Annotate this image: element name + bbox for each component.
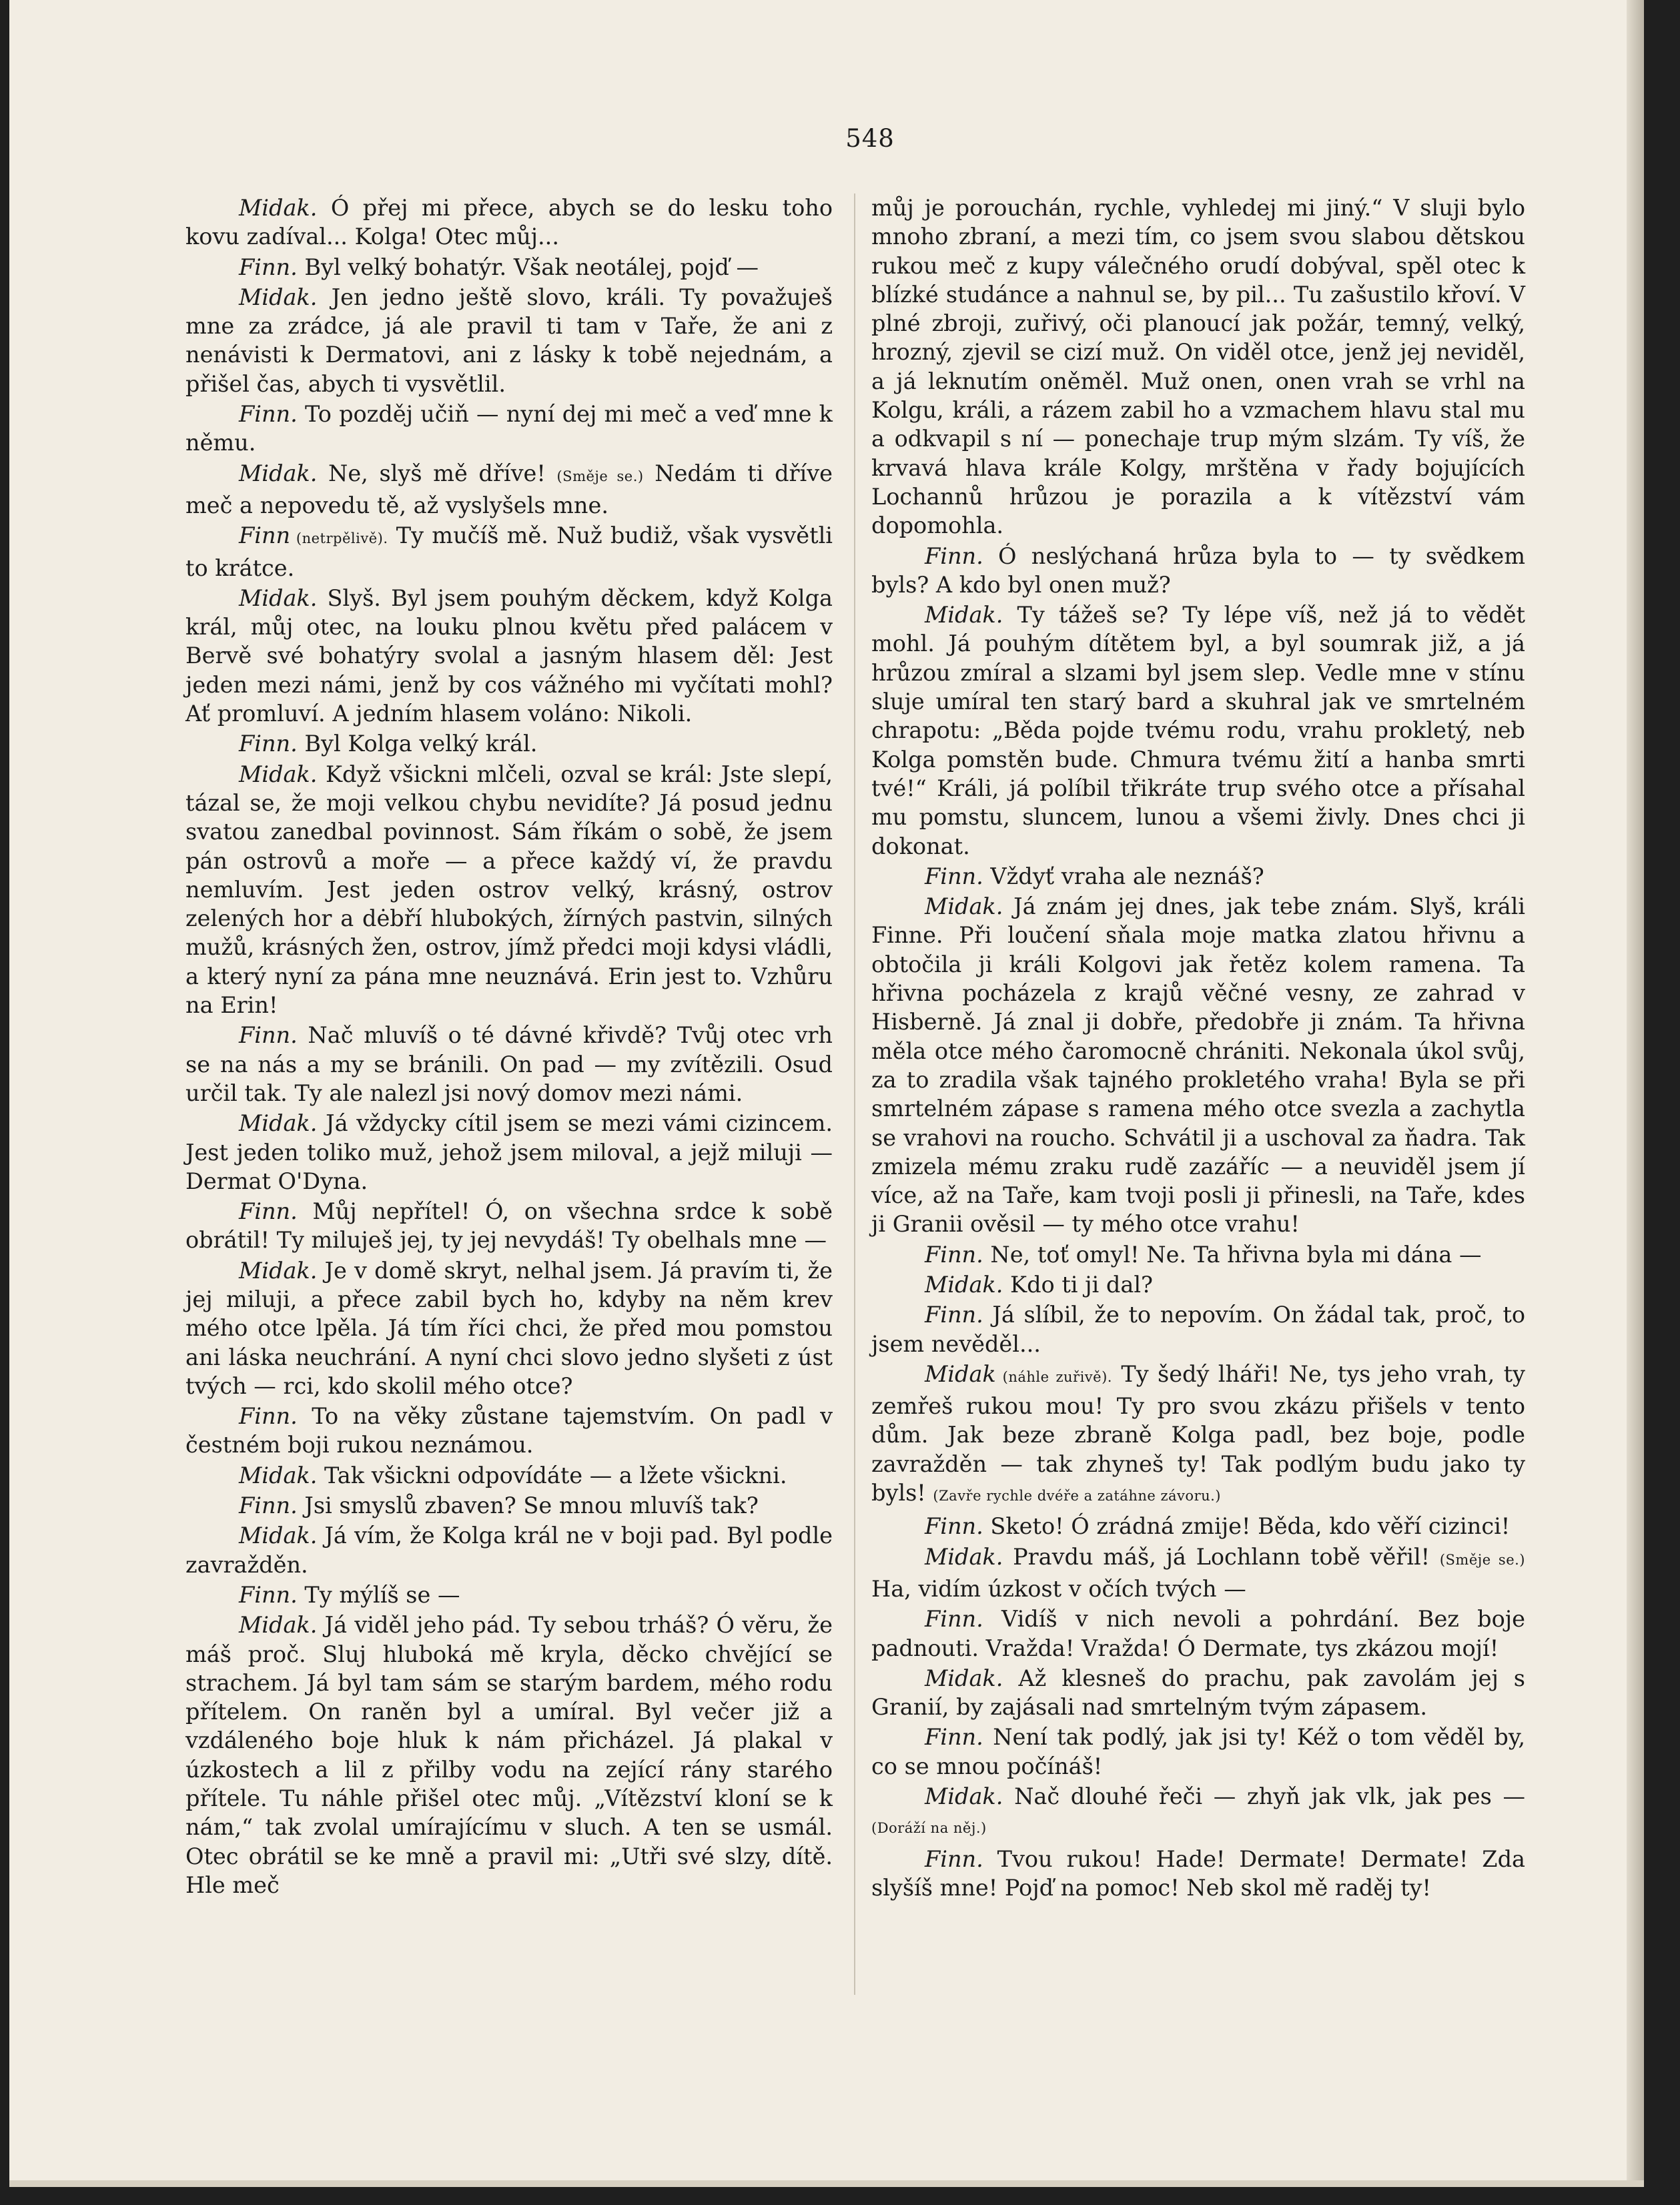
dialogue-paragraph bbox=[871, 1270, 1525, 1299]
speaker-name: Finn. bbox=[925, 863, 983, 889]
dialogue-text: Nač mluvíš o té dávné křivdě? Tvůj otec vrh se na nás a my se bránili. On pad — my zvítězili. Osud určil tak. Ty ale nalezl jsi nový domov mezi námi. bbox=[185, 1022, 833, 1106]
left-column bbox=[185, 193, 833, 1901]
dialogue-paragraph bbox=[185, 193, 833, 252]
dialogue-text: Ty mýlíš se — bbox=[297, 1581, 460, 1608]
page-bottom-edge bbox=[9, 2180, 1644, 2187]
dialogue-paragraph bbox=[185, 760, 833, 1020]
dialogue-paragraph bbox=[185, 459, 833, 520]
dialogue-paragraph bbox=[185, 1611, 833, 1899]
dialogue-paragraph bbox=[185, 1402, 833, 1460]
dialogue-text: Je v domě skryt, nelhal jsem. Já pravím ti, že jej miluji, a přece zabil bych ho, kdyby na něm krev mého otce lpěla. Já tím říci chci, že před mou pomstou ani láska neuchrání. A nyní chci slovo jedno slyšeti z úst tvých — rci, kdo skolil mého otce? bbox=[185, 1257, 833, 1399]
dialogue-text: Až klesneš do prachu, pak zavolám jej s Granií, by zajásali nad smrtelným tvým zápasem. bbox=[871, 1665, 1525, 1721]
speaker-name: Finn. bbox=[239, 401, 298, 428]
dialogue-paragraph bbox=[871, 1360, 1525, 1510]
dialogue-paragraph bbox=[871, 1300, 1525, 1358]
dialogue-text: Tvou rukou! Hade! Dermate! Dermate! Zda slyšíš mne! Pojď na pomoc! Neb skol mě raděj ty! bbox=[871, 1845, 1525, 1901]
dialogue-text: Byl velký bohatýr. Však neotálej, pojď — bbox=[297, 254, 759, 280]
speaker-name: Midak. bbox=[239, 1612, 318, 1639]
dialogue-text: Můj nepřítel! Ó, on všechna srdce k sobě obrátil! Ty miluješ jej, ty jej nevydáš! Ty obelhals mne — bbox=[185, 1198, 833, 1254]
speaker-name: Finn. bbox=[925, 1606, 983, 1633]
dialogue-text: Byl Kolga velký král. bbox=[297, 731, 538, 757]
dialogue-paragraph bbox=[871, 1845, 1525, 1903]
dialogue-text: Já vím, že Kolga král ne v boji pad. Byl podle zavražděn. bbox=[185, 1522, 833, 1578]
dialogue-paragraph bbox=[185, 283, 833, 398]
dialogue-text: Ty mučíš mě. Nuž budiž, však vysvětli to krátce. bbox=[185, 522, 833, 581]
dialogue-text: Slyš. Byl jsem pouhým děckem, když Kolga král, můj otec, na louku plnou květu před palácem v Bervě své bohatýry svolal a jasným hlasem děl: Jest jeden mezi námi, jenž by cos vážného mi vyčítati mohl? Ať promluví. A jedním hlasem voláno: Nikoli. bbox=[185, 584, 833, 727]
stage-direction: (Zavře rychle dvéře a zatáhne závoru.) bbox=[933, 1488, 1221, 1504]
dialogue-paragraph bbox=[185, 400, 833, 458]
dialogue-text: Já slíbil, že to nepovím. On žádal tak, proč, to jsem nevěděl... bbox=[871, 1302, 1525, 1357]
dialogue-text: Nač dlouhé řeči — zhyň jak vlk, jak pes — bbox=[1003, 1783, 1525, 1810]
speaker-name: Midak. bbox=[239, 761, 318, 787]
dialogue-paragraph bbox=[185, 1581, 833, 1609]
speaker-name: Midak. bbox=[925, 1271, 1003, 1298]
dialogue-paragraph bbox=[185, 1021, 833, 1108]
dialogue-paragraph bbox=[185, 1521, 833, 1579]
stage-direction: (Směje se.) bbox=[556, 468, 644, 484]
stage-direction: (Směje se.) bbox=[1439, 1551, 1525, 1568]
speaker-name: Finn. bbox=[239, 1022, 298, 1049]
speaker-name: Finn. bbox=[239, 1198, 298, 1225]
book-page bbox=[9, 0, 1644, 2187]
dialogue-text: Ne, slyš mě dříve! bbox=[317, 460, 557, 486]
page-number: 548 bbox=[845, 124, 895, 153]
dialogue-text: Kdo ti ji dal? bbox=[1003, 1271, 1153, 1298]
speaker-name: Midak. bbox=[239, 1110, 318, 1137]
stage-direction: (netrpělivě). bbox=[290, 530, 388, 547]
column-divider bbox=[854, 193, 855, 1995]
dialogue-paragraph bbox=[871, 1664, 1525, 1722]
dialogue-text: Ó neslýchaná hrůza byla to — ty svědkem byls? A kdo byl onen muž? bbox=[871, 542, 1525, 598]
speaker-name: Finn. bbox=[239, 1581, 298, 1608]
speaker-name: Finn. bbox=[925, 1845, 983, 1872]
speaker-name: Midak. bbox=[239, 460, 318, 486]
speaker-name: Midak. bbox=[239, 1257, 318, 1284]
dialogue-text: Ó přej mi přece, abych se do lesku toho kovu zadíval... Kolga! Otec můj... bbox=[185, 195, 833, 250]
speaker-name: Finn. bbox=[925, 1302, 983, 1328]
right-column bbox=[871, 193, 1525, 1903]
speaker-name: Finn. bbox=[925, 1724, 983, 1751]
dialogue-text: Pravdu máš, já Lochlann tobě věřil! bbox=[1003, 1543, 1440, 1570]
dialogue-paragraph bbox=[185, 1461, 833, 1490]
speaker-name: Midak. bbox=[925, 602, 1003, 628]
dialogue-text: Ne, toť omyl! Ne. Ta hřivna byla mi dána — bbox=[983, 1241, 1482, 1268]
speaker-name: Midak. bbox=[925, 1783, 1003, 1810]
dialogue-text: Když všickni mlčeli, ozval se král: Jste slepí, tázal se, že moji velkou chybu nevidíte? Já posud jednu svatou zanedbal povinnost. Sám říkám o sobě, že jsem pán ostrovů a moře — a přece každý ví, že pravdu nemluvím. Jest jeden ostrov velký, krásný, ostrov zelených hor a dėbří hlubokých, žírných pastvin, silných mužů, krásných žen, ostrov, jímž předci moji kdysi vládli, a který nyní za pána mne neuznává. Erin jest to. Vzhůru na Erin! bbox=[185, 761, 833, 1019]
speaker-name: Finn. bbox=[925, 1241, 983, 1268]
dialogue-paragraph bbox=[185, 253, 833, 282]
speaker-name: Finn. bbox=[925, 1513, 983, 1540]
dialogue-text: Jen jedno ještě slovo, králi. Ty považuješ mne za zrádce, já ale pravil ti tam v Taře, že ani z nenávisti k Dermatovi, ani z lásky k tobě nejednám, a přišel čas, abych ti vysvětlil. bbox=[185, 284, 833, 397]
dialogue-paragraph bbox=[185, 584, 833, 728]
stage-direction: (Doráží na něj.) bbox=[871, 1820, 987, 1837]
dialogue-paragraph bbox=[871, 193, 1525, 540]
dialogue-paragraph bbox=[871, 1782, 1525, 1843]
dialogue-text: Vždyť vraha ale neznáš? bbox=[983, 863, 1264, 889]
dialogue-paragraph bbox=[185, 521, 833, 582]
dialogue-paragraph bbox=[185, 729, 833, 758]
dialogue-paragraph bbox=[185, 1491, 833, 1520]
speaker-name: Finn. bbox=[925, 542, 983, 569]
dialogue-text: Ty šedý lháři! Ne, tys jeho vrah, ty zemřeš rukou mou! Ty pro svou zkázu přišels v tento dům. Jak beze zbraně Kolga padl, bez boje, podle zavražděn — tak zhyneš ty! Tak podlým budu jako ty byls! bbox=[871, 1360, 1525, 1506]
dialogue-text: Ty tážeš se? Ty lépe víš, než já to vědět mohl. Já pouhým dítětem byl, a byl soumrak již, a já hrůzou zmíral a slzami byl jsem slep. Vedle mne v stínu sluje umíral ten starý bard a skuhral jak ve smrtelném chrapotu: „Běda pojde tvému rodu, vrahu prokletý, neb Kolga pomstěn bude. Chmura tvému žití a hanba smrti tvé!“ Králi, já políbil třikráte trup svého otce a přísahal mu pomstu, sluncem, lunou a všemi živly. Dnes chci ji dokonat. bbox=[871, 602, 1525, 859]
dialogue-paragraph bbox=[871, 1542, 1525, 1604]
speaker-name: Midak. bbox=[925, 1665, 1003, 1691]
dialogue-text: Není tak podlý, jak jsi ty! Kéž o tom věděl by, co se mnou počínáš! bbox=[871, 1724, 1525, 1779]
stage-direction: (náhle zuřivě). bbox=[995, 1368, 1112, 1385]
dialogue-text: můj je porouchán, rychle, vyhledej mi jiný.“ V sluji bylo mnoho zbraní, a mezi tím, co jsem svou slabou dětskou rukou meč z kupy válečného orudí dobýval, spěl otec k blízké studánce a nahnul se, by pil... Tu zašustilo křoví. V plné zbroji, zuřivý, oči planoucí jak požár, temný, velký, hrozný, zjevil se cizí muž. On viděl otce, jenž jej neviděl, a já leknutím oněměl. Muž onen, onen vrah se vrhl na Kolgu, králi, a rázem zabil ho a vzmachem hlavu stal mu a odkvapil s ní — ponechaje trup mým slzám. Ty víš, že krvavá hlava krále Kolgy, mrštěna v řady bojujících Lochannů hrůzou je porazila a k vítězství vám dopomohla. bbox=[871, 195, 1525, 539]
speaker-name: Midak. bbox=[239, 1522, 318, 1549]
dialogue-paragraph bbox=[871, 1605, 1525, 1663]
dialogue-text: Jsi smyslů zbaven? Se mnou mluvíš tak? bbox=[297, 1492, 759, 1519]
speaker-name: Finn. bbox=[239, 1403, 298, 1430]
speaker-name: Finn. bbox=[239, 1492, 298, 1519]
dialogue-paragraph bbox=[185, 1197, 833, 1255]
speaker-name: Midak. bbox=[925, 893, 1003, 920]
dialogue-paragraph bbox=[871, 1240, 1525, 1269]
dialogue-text: Ha, vidím úzkost v očích tvých — bbox=[871, 1575, 1246, 1602]
dialogue-text: Já znám jej dnes, jak tebe znám. Slyš, králi Finne. Při loučení sňala moje matka zlatou hřivnu a obtočila ji králi Kolgovi jak řetěz kolem ramena. Ta hřivna pocházela z krajů věčné vesny, ze zahrad v Hisberně. Já znal ji dobře, předobře ji znám. Ta hřivna měla otce mého čaromocně chrániti. Nekonala úkol svůj, za to zradila však tajného prokletého vraha! Byla se při smrtelném zápase s ramena mého otce svezla a zachytla se vrahovi na roucho. Schvátil ji a uschoval za ňadra. Tak zmizela mému zraku rudě zazáříc — a neuviděl jsem jí více, až na Taře, kam tvoji posli ji přinesli, na Taře, kdes ji Granii ověsil — ty mého otce vrahu! bbox=[871, 893, 1525, 1238]
dialogue-paragraph bbox=[185, 1256, 833, 1400]
page-spine-shadow bbox=[1627, 0, 1644, 2187]
speaker-name: Finn. bbox=[239, 254, 298, 280]
speaker-name: Midak. bbox=[239, 195, 318, 221]
dialogue-paragraph bbox=[871, 542, 1525, 600]
dialogue-text: To na věky zůstane tajemstvím. On padl v čestném boji rukou neznámou. bbox=[185, 1403, 833, 1458]
speaker-name: Finn. bbox=[239, 731, 298, 757]
dialogue-text: Já vždycky cítil jsem se mezi vámi cizincem. Jest jeden toliko muž, jehož jsem miloval, a jejž miluji — Dermat O'Dyna. bbox=[185, 1110, 833, 1194]
dialogue-paragraph bbox=[871, 1512, 1525, 1540]
dialogue-text: Já viděl jeho pád. Ty sebou trháš? Ó věru, že máš proč. Sluj hluboká mě kryla, děcko chvějící se strachem. Já byl tam sám se starým bardem, mého rodu přítelem. On raněn byl a umíral. Byl večer již a vzdáleného boje hluk k nám přicházel. Já plakal v úzkostech a lil z přilby vodu na zející rány starého přítele. Tu náhle přišel otec můj. „Vítězství kloní se k nám,“ tak zvolal umírajícímu v sluch. A ten se usmál. Otec obrátil se ke mně a pravil mi: „Utři své slzy, dítě. Hle meč bbox=[185, 1612, 833, 1898]
speaker-name: Midak. bbox=[239, 284, 318, 310]
speaker-name: Midak bbox=[925, 1360, 996, 1387]
speaker-name: Finn bbox=[239, 522, 291, 549]
speaker-name: Midak. bbox=[239, 1462, 318, 1488]
dialogue-text: Vidíš v nich nevoli a pohrdání. Bez boje padnouti. Vražda! Vražda! Ó Dermate, tys zkázou mojí! bbox=[871, 1606, 1525, 1661]
dialogue-text: Nedám ti dříve meč a nepovedu tě, až vyslyšels mne. bbox=[185, 460, 833, 518]
dialogue-paragraph bbox=[871, 862, 1525, 891]
dialogue-text: Sketo! Ó zrádná zmije! Běda, kdo věří cizinci! bbox=[983, 1513, 1511, 1540]
speaker-name: Midak. bbox=[925, 1543, 1003, 1570]
dialogue-paragraph bbox=[185, 1109, 833, 1196]
dialogue-paragraph bbox=[871, 600, 1525, 861]
dialogue-text: To pozděj učiň — nyní dej mi meč a veď mne k němu. bbox=[185, 401, 833, 456]
dialogue-paragraph bbox=[871, 892, 1525, 1239]
speaker-name: Midak. bbox=[239, 584, 318, 611]
dialogue-paragraph bbox=[871, 1723, 1525, 1781]
dialogue-text: Tak všickni odpovídáte — a lžete všickni. bbox=[317, 1462, 787, 1488]
